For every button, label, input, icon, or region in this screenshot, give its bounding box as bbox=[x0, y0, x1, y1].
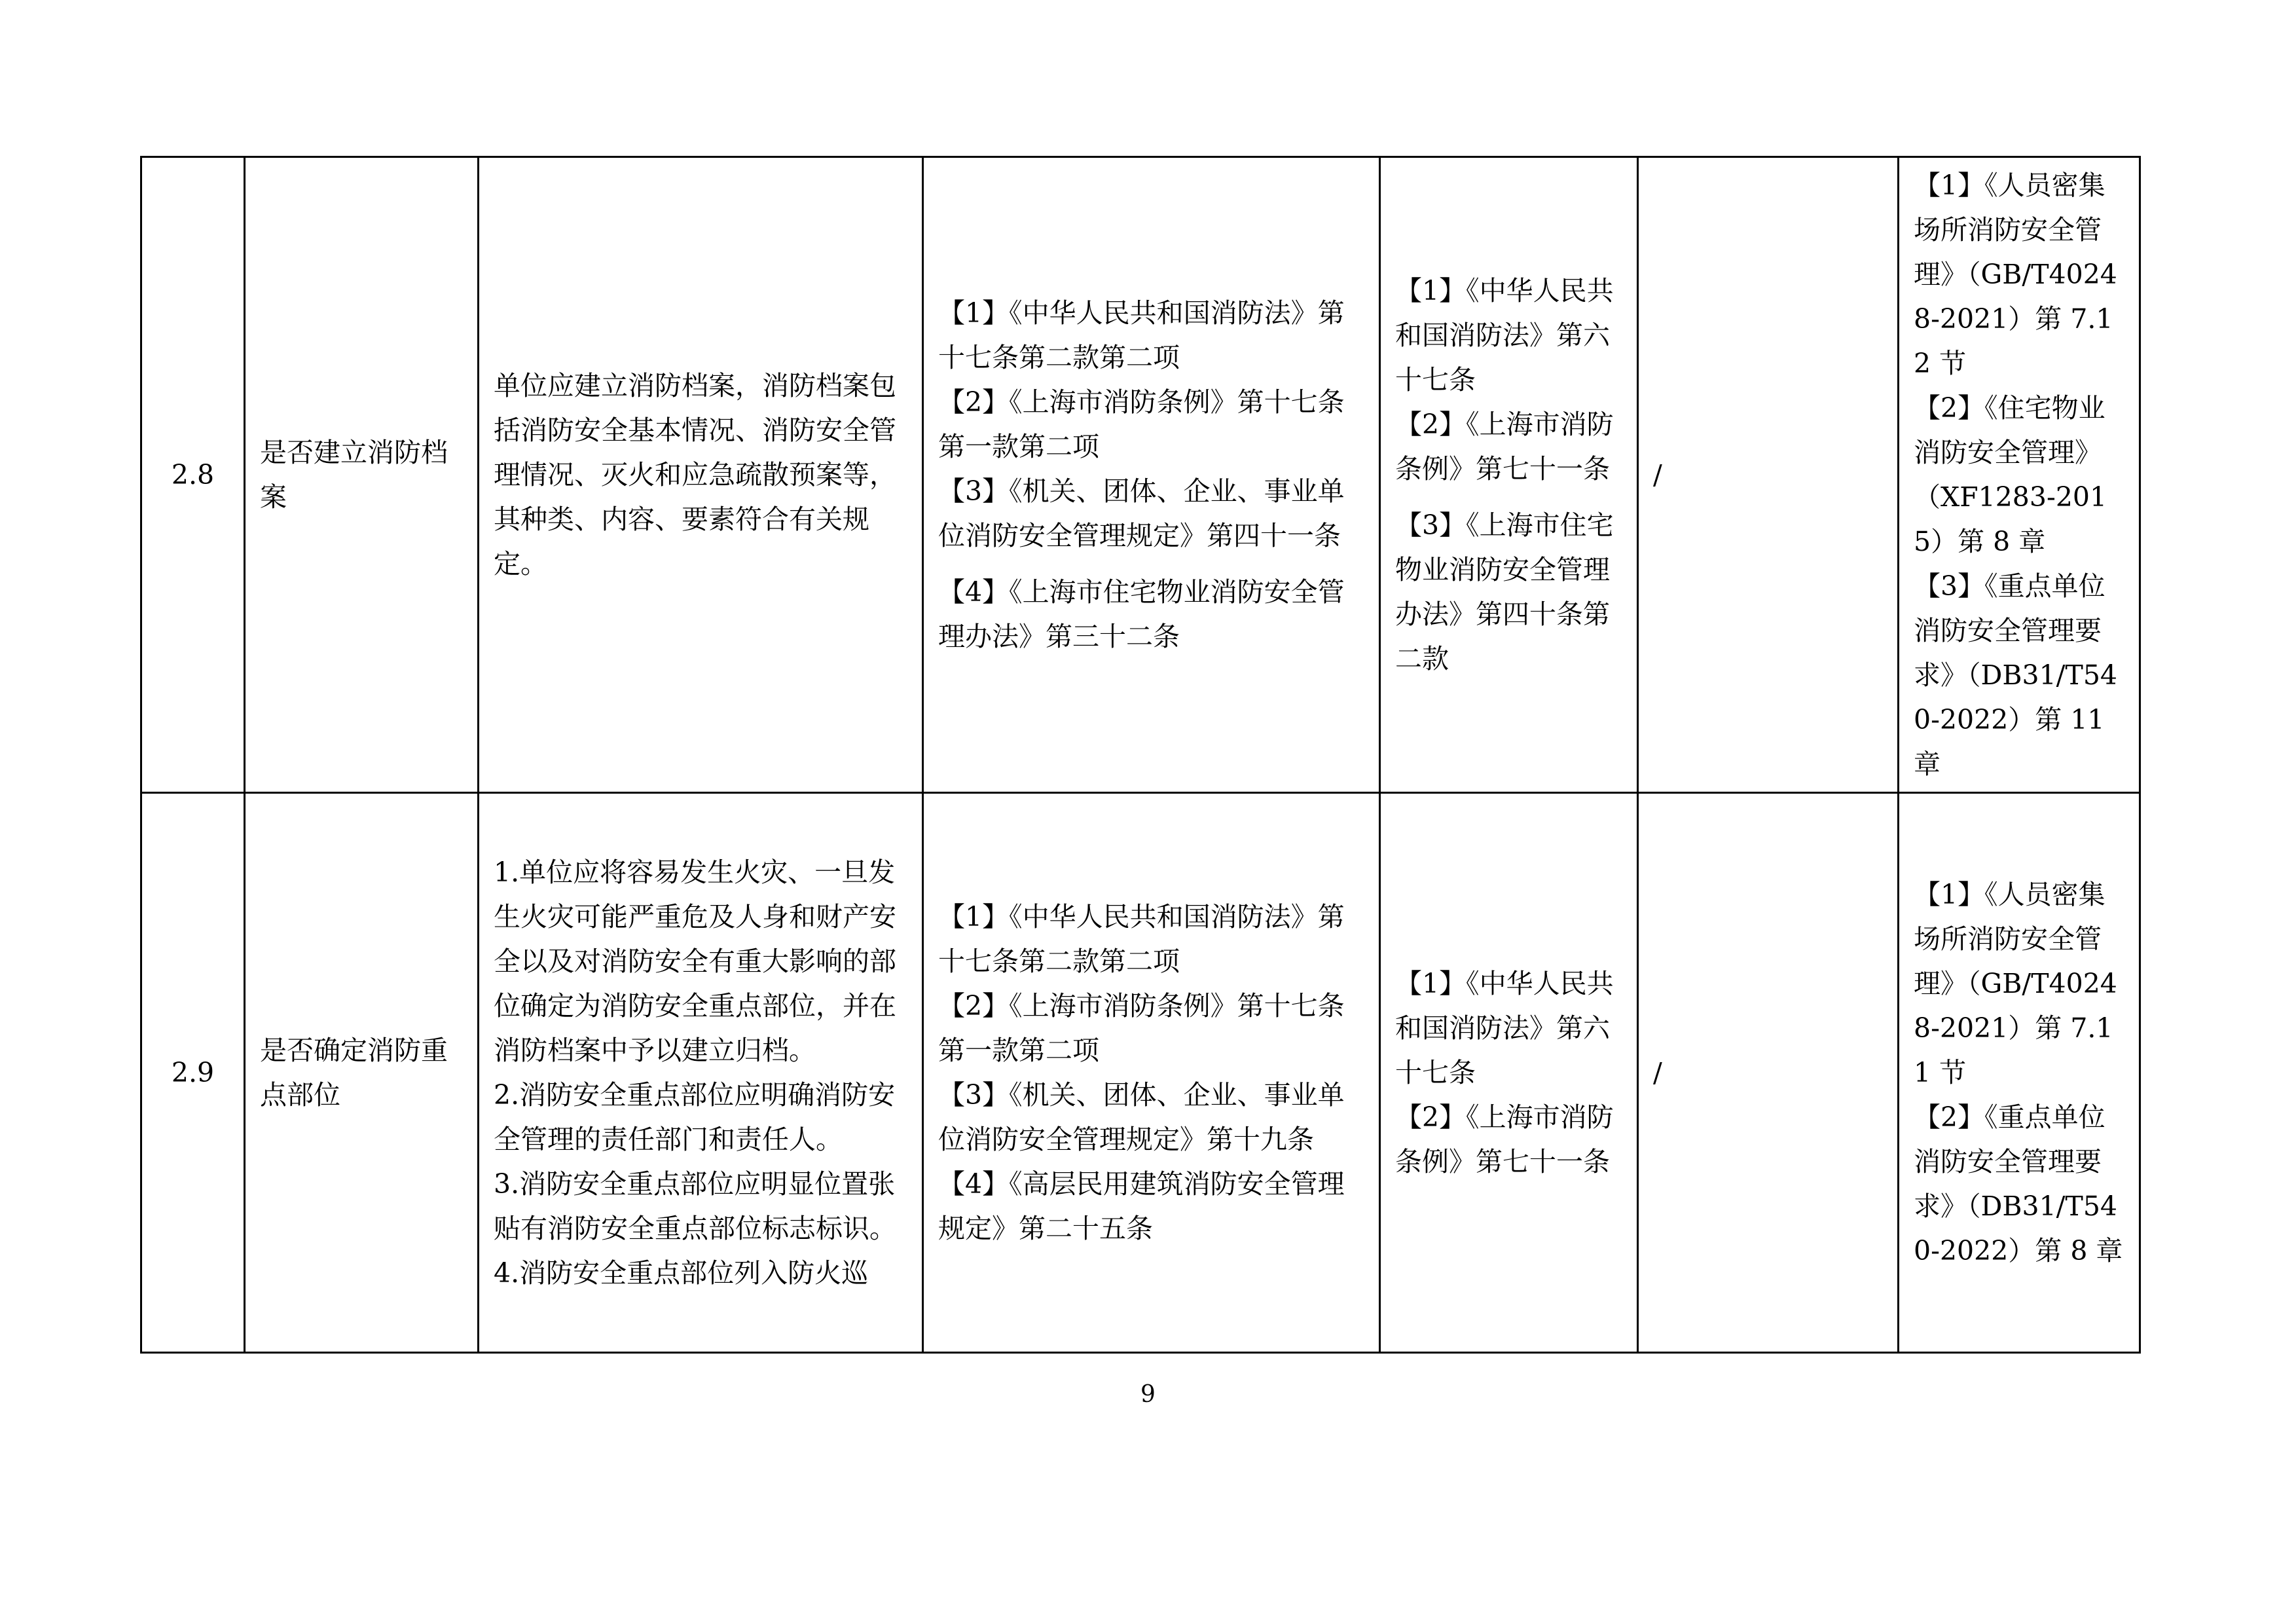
requirement-line: 4.消防安全重点部位列入防火巡 bbox=[494, 1257, 869, 1289]
basis-line: 【4】《高层民用建筑消防安全管理规定》第二十五条 bbox=[938, 1168, 1345, 1244]
check-item: 是否确定消防重点部位 bbox=[245, 793, 479, 1353]
other-cell: / bbox=[1638, 793, 1899, 1353]
requirement-line: 单位应建立消防档案，消防档案包括消防安全基本情况、消防安全管理情况、灭火和应急疏散预案等，其种类、内容、要素符合有关规定。 bbox=[494, 370, 896, 580]
inspection-table bbox=[140, 156, 2141, 1354]
basis-line: 【1】《中华人民共和国消防法》第十七条第二款第二项 bbox=[938, 901, 1345, 977]
standard-line: 【1】《人员密集场所消防安全管理》（GB/T40248-2021）第 7.11 节 bbox=[1914, 879, 2117, 1088]
penalty-line: 【3】《上海市住宅物业消防安全管理办法》第四十条第二款 bbox=[1395, 509, 1614, 674]
penalty-line: 【1】《中华人民共和国消防法》第六十七条 bbox=[1395, 968, 1614, 1088]
basis-line: 【2】《上海市消防条例》第十七条第一款第二项 bbox=[938, 386, 1345, 462]
standard-line: 【2】《住宅物业消防安全管理》（XF1283-2015）第 8 章 bbox=[1914, 392, 2107, 557]
standards-cell bbox=[1899, 157, 2140, 793]
basis-line: 【4】《上海市住宅物业消防安全管理办法》第三十二条 bbox=[938, 576, 1345, 652]
basis-line: 【2】《上海市消防条例》第十七条第一款第二项 bbox=[938, 990, 1345, 1066]
penalty-basis-cell bbox=[1380, 157, 1638, 793]
penalty-basis-cell bbox=[1380, 793, 1638, 1353]
penalty-line: 【1】《中华人民共和国消防法》第六十七条 bbox=[1395, 275, 1614, 396]
table-row bbox=[141, 157, 2140, 793]
row-number: 2.8 bbox=[141, 157, 245, 793]
standard-line: 【2】《重点单位消防安全管理要求》（DB31/T540-2022）第 8 章 bbox=[1914, 1101, 2123, 1266]
requirement-line: 3.消防安全重点部位应明显位置张贴有消防安全重点部位标志标识。 bbox=[494, 1168, 896, 1244]
table-row bbox=[141, 793, 2140, 1353]
standard-line: 【1】《人员密集场所消防安全管理》（GB/T40248-2021）第 7.12 节 bbox=[1914, 170, 2117, 379]
row-number: 2.9 bbox=[141, 793, 245, 1353]
legal-basis-cell bbox=[923, 793, 1380, 1353]
basis-line: 【1】《中华人民共和国消防法》第十七条第二款第二项 bbox=[938, 297, 1345, 373]
standards-cell bbox=[1899, 793, 2140, 1353]
other-cell: / bbox=[1638, 157, 1899, 793]
legal-basis-cell bbox=[923, 157, 1380, 793]
page-number: 9 bbox=[1140, 1381, 1156, 1408]
requirement-line: 2.消防安全重点部位应明确消防安全管理的责任部门和责任人。 bbox=[494, 1079, 896, 1155]
basis-line: 【3】《机关、团体、企业、事业单位消防安全管理规定》第四十一条 bbox=[938, 475, 1345, 551]
penalty-line: 【2】《上海市消防条例》第七十一条 bbox=[1395, 409, 1614, 485]
standard-line: 【3】《重点单位消防安全管理要求》（DB31/T540-2022）第 11 章 bbox=[1914, 570, 2118, 780]
basis-line: 【3】《机关、团体、企业、事业单位消防安全管理规定》第十九条 bbox=[938, 1079, 1345, 1155]
check-item: 是否建立消防档案 bbox=[245, 157, 479, 793]
penalty-line: 【2】《上海市消防条例》第七十一条 bbox=[1395, 1101, 1614, 1177]
requirement-line: 1.单位应将容易发生火灾、一旦发生火灾可能严重危及人身和财产安全以及对消防安全有重大影响的部位确定为消防安全重点部位，并在消防档案中予以建立归档。 bbox=[494, 857, 896, 1066]
requirement-cell bbox=[479, 793, 923, 1353]
requirement-cell bbox=[479, 157, 923, 793]
